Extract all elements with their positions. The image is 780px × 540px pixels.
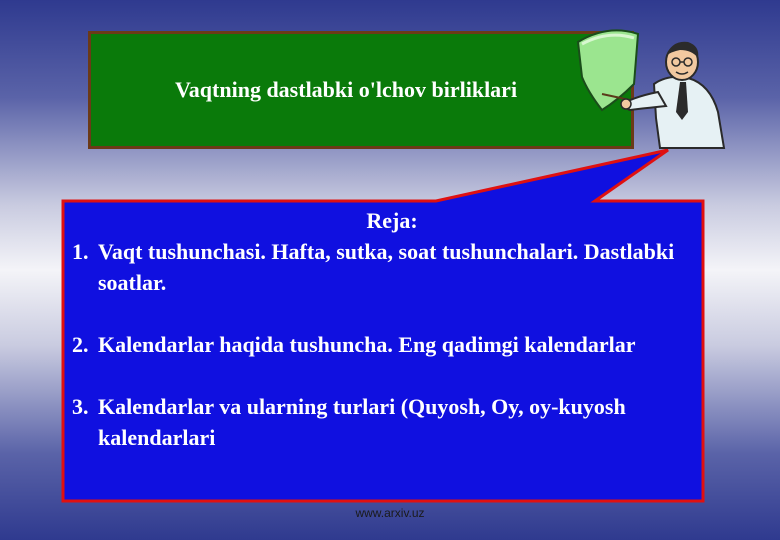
plan-heading: Reja: [366, 208, 418, 233]
plan-box [66, 203, 702, 499]
plan-item-text: Kalendarlar haqida tushuncha. Eng qadimgi kalendarlar [98, 332, 636, 357]
slide-title: Vaqtning dastlabki o'lchov birliklari [174, 77, 518, 102]
plan-item-text: Kalendarlar va ularning turlari (Quyosh, Oy, oy-kuyosh kalendarlari [98, 394, 626, 450]
plan-item-text: Vaqt tushunchasi. Hafta, sutka, soat tushunchalari. Dastlabki soatlar. [98, 239, 675, 295]
presenter-clipart-icon [568, 22, 738, 152]
plan-item-3 [72, 391, 692, 453]
plan-item-1 [72, 236, 692, 298]
footer-url: www.arxiv.uz [355, 506, 425, 520]
plan-item-number: 3. [72, 394, 89, 419]
plan-item-number: 2. [72, 332, 89, 357]
plan-item-2 [72, 329, 692, 360]
plan-item-number: 1. [72, 239, 89, 264]
